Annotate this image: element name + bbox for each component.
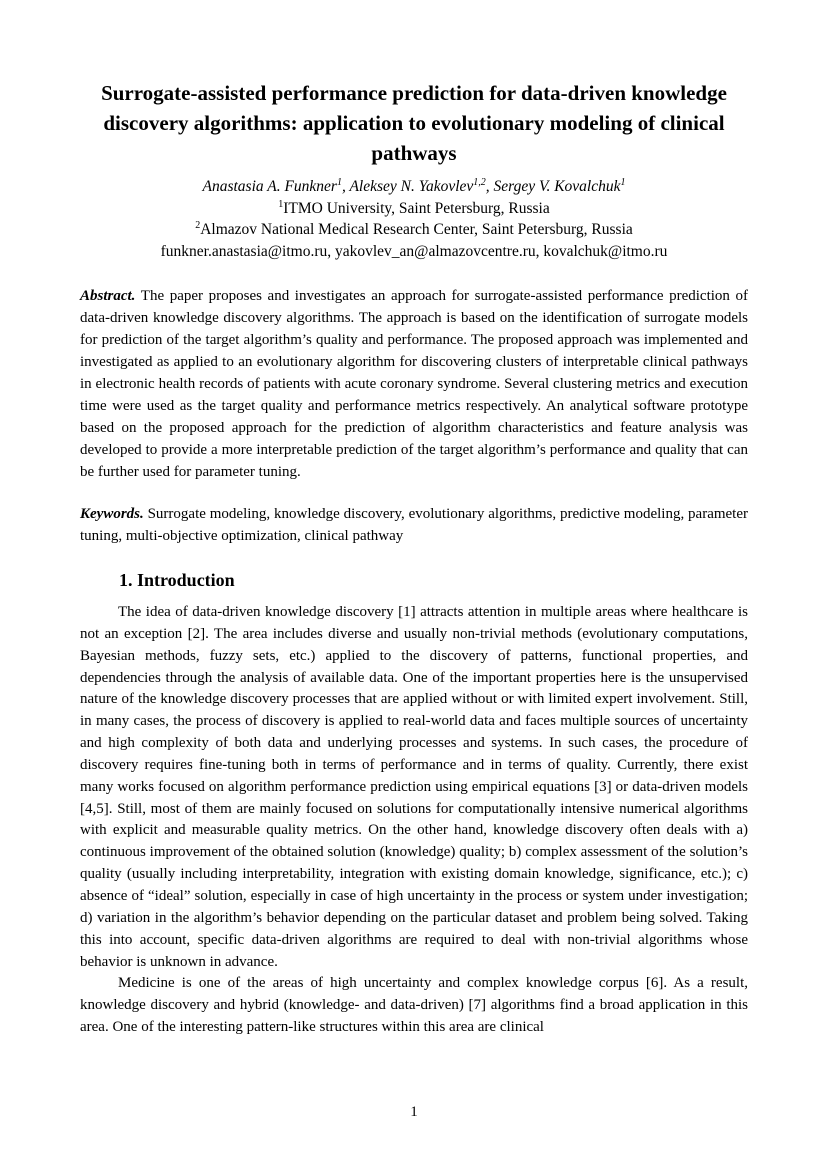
author-affil-sup: 1,2 bbox=[473, 176, 486, 188]
page-number: 1 bbox=[410, 1104, 418, 1120]
affiliation-2 bbox=[80, 219, 748, 241]
body-paragraph: Medicine is one of the areas of high uncertainty and complex knowledge corpus [6]. As a result, knowledge discovery and hybrid (knowledge- and data-driven) [7] algorithms find a broad application in this area. One of the interesting pattern-like structures within this area are clinical bbox=[80, 975, 748, 1036]
abstract-text: The paper proposes and investigates an approach for surrogate-assisted performance prediction of data-driven knowledge discovery algorithms. The approach is based on the identification of surrogate models for prediction of the target algorithm’s quality and performance. The proposed approach was implemented and investigated as applied to an evolutionary algorithm for discovering clusters of interpretable clinical pathways in electronic health records of patients with acute coronary syndrome. Several clustering metrics and execution time were used as the target quality and performance metrics respectively. An analytical software prototype based on the proposed approach for the prediction of algorithm characteristics and feature analysis was developed to provide a more interpretable prediction of the target algorithm’s performance and quality that can be further used for parameter tuning. bbox=[80, 288, 748, 480]
author-name: Anastasia A. Funkner bbox=[202, 178, 337, 195]
affiliation-text: ITMO University, Saint Petersburg, Russia bbox=[283, 199, 550, 217]
paper-page bbox=[80, 78, 748, 1039]
author-affil-sup: 1 bbox=[620, 176, 626, 188]
author-emails: funkner.anastasia@itmo.ru, yakovlev_an@almazovcentre.ru, kovalchuk@itmo.ru bbox=[160, 242, 668, 260]
author-list bbox=[80, 176, 748, 198]
author-affil-sup: 1 bbox=[336, 176, 342, 188]
author-separator: , bbox=[485, 178, 494, 195]
affiliation-sup: 2 bbox=[195, 219, 201, 231]
author-name: Aleksey N. Yakovlev bbox=[349, 178, 474, 195]
keywords bbox=[80, 503, 748, 547]
abstract-label: Abstract. bbox=[80, 288, 136, 304]
paper-title: Surrogate-assisted performance prediction for data-driven knowledge discovery algorithms: application to evolutionary modeling of clinical pathways bbox=[101, 81, 727, 165]
affiliation-sup: 1 bbox=[278, 198, 284, 210]
author-separator: , bbox=[341, 178, 350, 195]
section-heading: 1. Introduction bbox=[119, 570, 235, 590]
keywords-text: Surrogate modeling, knowledge discovery, evolutionary algorithms, predictive modeling, parameter tuning, multi-objective optimization, clinical pathway bbox=[80, 506, 748, 544]
body-paragraph: The idea of data-driven knowledge discovery [1] attracts attention in multiple areas where healthcare is not an exception [2]. The area includes diverse and usually non-trivial methods (evolutionary computations, Bayesian methods, fuzzy sets, etc.) applied to the discovery of patterns, functional properties, and dependencies through the analysis of available data. One of the important properties here is the unsupervised nature of the knowledge discovery processes that are applied without or with limited expert involvement. Still, in many cases, the process of discovery is applied to real-world data and faces multiple sources of uncertainty and high complexity of both data and underlying processes and systems. In such cases, the procedure of discovery requires fine-tuning both in terms of performance and in terms of quality. Currently, there exist many works focused on algorithm performance prediction using empirical equations [3] or data-driven models [4,5]. Still, most of them are mainly focused on solutions for computationally intensive numerical algorithms with explicit and measurable quality metrics. On the other hand, knowledge discovery often deals with a) continuous improvement of the obtained solution (knowledge) quality; b) complex assessment of the solution’s quality (usually including interpretability, integration with existing domain knowledge, significance, etc.); c) absence of “ideal” solution, especially in case of high uncertainty in the process or system under investigation; d) variation in the algorithm’s behavior depending on the particular dataset and problem being solved. Taking this into account, specific data-driven algorithms are required to deal with non-trivial algorithms whose behavior is unknown in advance. bbox=[80, 604, 748, 970]
affiliation-1 bbox=[80, 198, 748, 220]
keywords-label: Keywords. bbox=[80, 506, 144, 522]
author-name: Sergey V. Kovalchuk bbox=[493, 178, 621, 195]
abstract bbox=[80, 285, 748, 483]
affiliation-text: Almazov National Medical Research Center, Saint Petersburg, Russia bbox=[200, 221, 633, 238]
